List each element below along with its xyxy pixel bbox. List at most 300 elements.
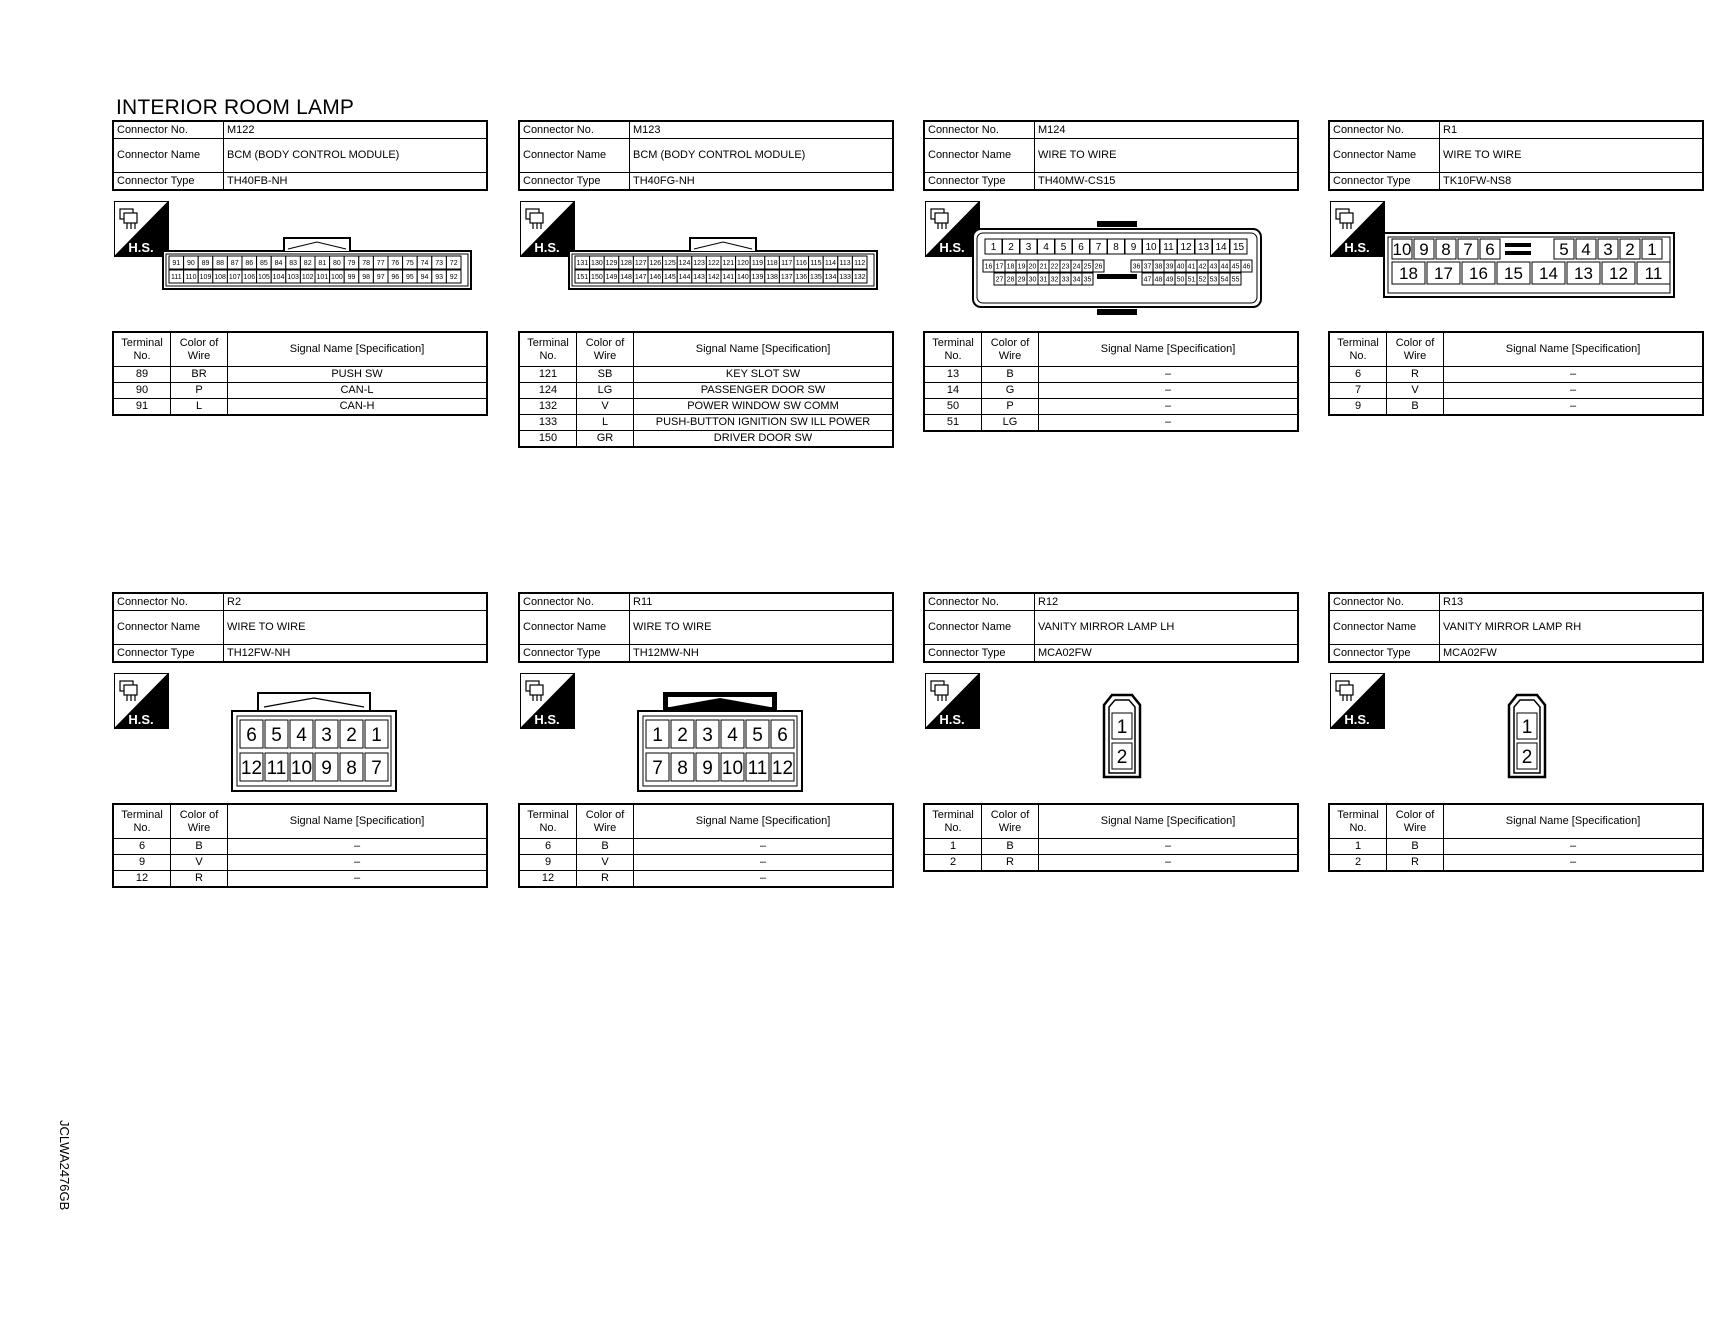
- connector-type-value: TH12FW-NH: [227, 647, 291, 659]
- connector-info: [518, 120, 894, 191]
- terminal-row: [519, 431, 893, 448]
- terminal-no-cell: 133: [519, 415, 577, 431]
- pin-number: 24: [1072, 263, 1081, 271]
- pin-number: 17: [995, 263, 1004, 271]
- connector-type-value: TH40FG-NH: [633, 175, 695, 187]
- hs-label: H.S.: [939, 240, 965, 255]
- pin-number: 47: [1143, 276, 1152, 284]
- pin-number: 11: [266, 757, 287, 779]
- terminal-row: [1329, 839, 1703, 855]
- connector-diagram: [518, 191, 894, 331]
- terminal-no-cell: 51: [924, 415, 982, 432]
- pin-number: 145: [664, 274, 676, 282]
- connector-name-value: WIRE TO WIRE: [1443, 149, 1522, 161]
- connector-block-r2: [112, 592, 488, 888]
- pin-number: 6: [1485, 240, 1495, 260]
- pin-number: 13: [1574, 264, 1593, 284]
- terminal-row: [113, 839, 487, 855]
- connector-no-label: Connector No.: [1330, 594, 1440, 610]
- connector-no-value: R13: [1443, 596, 1464, 608]
- pin-number: 95: [406, 274, 414, 282]
- pin-number: 20: [1028, 263, 1037, 271]
- pin-number: 11: [1163, 242, 1174, 254]
- pin-number: 138: [766, 274, 778, 282]
- signal-name-cell: –: [1444, 839, 1704, 855]
- pin-number: 22: [1050, 263, 1059, 271]
- pin-number: 44: [1220, 263, 1229, 271]
- connector-face: [636, 689, 836, 799]
- pin-number: 134: [824, 274, 837, 282]
- pin-number: 127: [634, 260, 647, 268]
- terminal-no-cell: 9: [113, 855, 171, 871]
- connector-no-value: R11: [633, 596, 653, 608]
- signal-name-cell: –: [1039, 383, 1299, 399]
- pin-number: 2: [1116, 746, 1128, 768]
- pin-number: 18: [1399, 264, 1418, 284]
- pin-number: 102: [301, 274, 314, 282]
- pin-number: 3: [702, 724, 713, 746]
- pin-number: 108: [214, 274, 226, 282]
- pin-number: 110: [185, 274, 197, 282]
- connector-face: [568, 233, 888, 333]
- pin-number: 89: [201, 260, 210, 268]
- terminal-row: [519, 855, 893, 871]
- terminal-no-cell: 89: [113, 367, 171, 383]
- pin-number: 92: [449, 274, 458, 282]
- connector-type-label: Connector Type: [114, 645, 224, 661]
- signal-name-cell: –: [634, 871, 894, 888]
- pin-number: 130: [591, 260, 603, 268]
- harness-side-icon: [1330, 673, 1385, 729]
- connector-info: [1328, 592, 1704, 663]
- connector-name-label: Connector Name: [520, 139, 630, 172]
- pin-number: 117: [781, 260, 793, 268]
- terminal-no-header: Terminal No.: [924, 804, 982, 839]
- pin-number: 8: [1113, 242, 1119, 254]
- pin-number: 93: [435, 274, 443, 282]
- pin-number: 1: [1521, 716, 1533, 738]
- pin-number: 2: [1625, 240, 1635, 260]
- connector-name-label: Connector Name: [114, 139, 224, 172]
- pin-number: 2: [677, 724, 688, 746]
- pin-number: 9: [1419, 240, 1429, 260]
- color-header: Color of Wire: [171, 804, 228, 839]
- signal-name-cell: –: [228, 871, 488, 888]
- connector-type-label: Connector Type: [1330, 645, 1440, 661]
- wire-color-cell: V: [171, 855, 228, 871]
- pin-number: 128: [620, 260, 632, 268]
- terminal-row: [519, 367, 893, 383]
- terminal-no-cell: 9: [1329, 399, 1387, 416]
- pin-number: 94: [420, 274, 429, 282]
- wire-color-cell: B: [577, 839, 634, 855]
- pin-number: 120: [737, 260, 749, 268]
- pin-number: 146: [649, 274, 662, 282]
- pin-number: 122: [707, 260, 720, 268]
- pin-number: 36: [1132, 263, 1141, 271]
- terminal-table: [923, 803, 1299, 872]
- wire-color-cell: B: [982, 367, 1039, 383]
- pin-number: 109: [199, 274, 212, 282]
- terminal-table: [1328, 803, 1704, 872]
- pin-number: 31: [1039, 276, 1048, 284]
- signal-name-cell: –: [228, 855, 488, 871]
- terminal-no-header: Terminal No.: [519, 804, 577, 839]
- terminal-row: [924, 383, 1298, 399]
- connector-name-value: VANITY MIRROR LAMP RH: [1443, 621, 1582, 633]
- pin-number: 7: [371, 757, 382, 779]
- pin-number: 79: [347, 260, 356, 268]
- pin-number: 11: [1644, 264, 1663, 284]
- wire-color-cell: GR: [577, 431, 634, 448]
- connector-type-value: TH12MW-NH: [633, 647, 699, 659]
- terminal-row: [924, 855, 1298, 872]
- pin-number: 10: [1392, 240, 1412, 260]
- pin-number: 10: [1145, 242, 1157, 254]
- signal-name-cell: PUSH SW: [228, 367, 488, 383]
- pin-number: 142: [707, 274, 720, 282]
- harness-side-icon: [520, 201, 575, 257]
- signal-name-cell: –: [634, 839, 894, 855]
- wire-color-cell: B: [1387, 399, 1444, 416]
- connector-no-value: R2: [227, 596, 242, 608]
- pin-number: 80: [333, 260, 341, 268]
- pin-number: 133: [839, 274, 851, 282]
- pin-number: 16: [984, 263, 993, 271]
- pin-number: 141: [722, 274, 735, 282]
- pin-number: 73: [435, 260, 443, 268]
- pin-number: 119: [751, 260, 764, 268]
- pin-number: 4: [1581, 240, 1591, 260]
- pin-number: 4: [296, 724, 307, 746]
- pin-number: 97: [376, 274, 385, 282]
- pin-number: 12: [240, 757, 263, 779]
- terminal-row: [519, 871, 893, 888]
- pin-number: 125: [664, 260, 676, 268]
- pin-number: 53: [1209, 276, 1218, 284]
- pin-number: 45: [1231, 263, 1240, 271]
- terminal-no-header: Terminal No.: [113, 332, 171, 367]
- pin-number: 101: [316, 274, 329, 282]
- pin-number: 135: [810, 274, 822, 282]
- pin-number: 49: [1165, 276, 1174, 284]
- connector-latch: [690, 238, 756, 251]
- signal-name-cell: –: [1039, 855, 1299, 872]
- wire-color-cell: LG: [982, 415, 1039, 432]
- pin-number: 126: [649, 260, 662, 268]
- pin-number: 11: [747, 757, 768, 779]
- connector-no-value: M123: [633, 124, 661, 136]
- connector-info: [1328, 120, 1704, 191]
- signal-name-cell: –: [1444, 383, 1704, 399]
- terminal-row: [1329, 383, 1703, 399]
- pin-number: 123: [693, 260, 705, 268]
- pin-number: 3: [1603, 240, 1613, 260]
- connector-key: [1097, 221, 1137, 227]
- pin-number: 106: [243, 274, 256, 282]
- pin-number: 48: [1154, 276, 1163, 284]
- terminal-row: [1329, 855, 1703, 872]
- pin-number: 30: [1028, 276, 1037, 284]
- pin-number: 143: [693, 274, 705, 282]
- pin-number: 72: [449, 260, 458, 268]
- pin-number: 86: [245, 260, 254, 268]
- terminal-table: [1328, 331, 1704, 416]
- terminal-row: [924, 415, 1298, 432]
- pin-number: 150: [591, 274, 603, 282]
- connector-type-label: Connector Type: [1330, 173, 1440, 189]
- wire-color-cell: L: [171, 399, 228, 416]
- pin-number: 88: [216, 260, 224, 268]
- pin-number: 105: [258, 274, 270, 282]
- connector-no-label: Connector No.: [520, 594, 630, 610]
- pin-number: 131: [576, 260, 589, 268]
- connector-face: [1098, 691, 1158, 791]
- color-header: Color of Wire: [577, 804, 634, 839]
- pin-number: 8: [1441, 240, 1451, 260]
- pin-number: 9: [321, 757, 332, 779]
- connector-name-label: Connector Name: [925, 611, 1035, 644]
- wire-color-cell: B: [1387, 839, 1444, 855]
- signal-name-cell: POWER WINDOW SW COMM: [634, 399, 894, 415]
- terminal-no-header: Terminal No.: [113, 804, 171, 839]
- pin-number: 18: [1006, 263, 1015, 271]
- wire-color-cell: V: [577, 399, 634, 415]
- harness-side-icon: [114, 673, 169, 729]
- connector-type-label: Connector Type: [925, 173, 1035, 189]
- pin-number: 27: [995, 276, 1004, 284]
- connector-no-label: Connector No.: [520, 122, 630, 138]
- pin-number: 16: [1469, 264, 1488, 284]
- terminal-row: [519, 839, 893, 855]
- connector-type-value: TH40FB-NH: [227, 175, 288, 187]
- terminal-table: [112, 331, 488, 416]
- pin-number: 75: [406, 260, 414, 268]
- connector-name-label: Connector Name: [1330, 611, 1440, 644]
- pin-number: 83: [289, 260, 297, 268]
- connector-name-label: Connector Name: [520, 611, 630, 644]
- terminal-row: [924, 367, 1298, 383]
- connector-type-label: Connector Type: [520, 645, 630, 661]
- connector-key: [1097, 274, 1137, 279]
- connector-block-m123: [518, 120, 894, 448]
- wire-color-cell: B: [982, 839, 1039, 855]
- pin-number: 38: [1154, 263, 1163, 271]
- pin-number: 21: [1039, 263, 1048, 271]
- signal-name-cell: –: [1444, 399, 1704, 416]
- terminal-no-cell: 90: [113, 383, 171, 399]
- pin-number: 46: [1242, 263, 1251, 271]
- pin-number: 43: [1209, 263, 1218, 271]
- wire-color-cell: SB: [577, 367, 634, 383]
- pin-number: 114: [824, 260, 837, 268]
- signal-name-cell: PASSENGER DOOR SW: [634, 383, 894, 399]
- signal-header: Signal Name [Specification]: [228, 332, 488, 367]
- connector-no-value: R1: [1443, 124, 1458, 136]
- terminal-no-header: Terminal No.: [519, 332, 577, 367]
- signal-name-cell: –: [1039, 399, 1299, 415]
- page-title: INTERIOR ROOM LAMP: [116, 96, 355, 119]
- pin-number: 5: [1559, 240, 1569, 260]
- pin-number: 7: [652, 757, 663, 779]
- pin-number: 54: [1220, 276, 1229, 284]
- connector-no-label: Connector No.: [925, 594, 1035, 610]
- pin-number: 19: [1017, 263, 1026, 271]
- connector-face: [1503, 691, 1563, 791]
- hs-label: H.S.: [534, 712, 560, 727]
- signal-header: Signal Name [Specification]: [228, 804, 488, 839]
- color-header: Color of Wire: [982, 804, 1039, 839]
- terminal-row: [519, 383, 893, 399]
- color-header: Color of Wire: [1387, 332, 1444, 367]
- connector-name-label: Connector Name: [1330, 139, 1440, 172]
- pin-number: 14: [1215, 242, 1227, 254]
- signal-name-cell: DRIVER DOOR SW: [634, 431, 894, 448]
- terminal-no-cell: 13: [924, 367, 982, 383]
- pin-number: 121: [722, 260, 735, 268]
- connector-name-value: WIRE TO WIRE: [633, 621, 712, 633]
- pin-number: 1: [652, 724, 663, 746]
- signal-name-cell: –: [1444, 855, 1704, 872]
- pin-number: 87: [230, 260, 239, 268]
- connector-name-value: WIRE TO WIRE: [1038, 149, 1117, 161]
- connector-block-r12: [923, 592, 1299, 872]
- signal-name-cell: –: [228, 839, 488, 855]
- pin-number: 12: [1609, 264, 1628, 284]
- pin-number: 10: [290, 757, 313, 779]
- pin-number: 12: [771, 757, 794, 779]
- pin-number: 9: [1130, 242, 1137, 254]
- connector-block-r1: [1328, 120, 1704, 416]
- connector-info: [112, 592, 488, 663]
- connector-no-value: R12: [1038, 596, 1059, 608]
- connector-diagram: [1328, 191, 1704, 331]
- color-header: Color of Wire: [577, 332, 634, 367]
- terminal-no-cell: 91: [113, 399, 171, 416]
- pin-number: 137: [780, 274, 793, 282]
- connector-no-label: Connector No.: [925, 122, 1035, 138]
- pin-number: 51: [1187, 276, 1196, 284]
- hs-label: H.S.: [1344, 712, 1370, 727]
- pin-number: 32: [1050, 276, 1059, 284]
- pin-number: 4: [727, 724, 738, 746]
- harness-side-icon: [114, 201, 169, 257]
- connector-type-label: Connector Type: [114, 173, 224, 189]
- pin-number: 78: [362, 260, 370, 268]
- connector-block-r11: [518, 592, 894, 888]
- connector-no-label: Connector No.: [114, 122, 224, 138]
- connector-type-value: MCA02FW: [1443, 647, 1497, 659]
- pin-number: 26: [1094, 263, 1103, 271]
- terminal-no-cell: 7: [1329, 383, 1387, 399]
- pin-number: 3: [321, 724, 332, 746]
- wire-color-cell: R: [171, 871, 228, 888]
- pin-number: 82: [303, 260, 312, 268]
- pin-number: 136: [795, 274, 808, 282]
- hs-label: H.S.: [1344, 240, 1370, 255]
- pin-number: 124: [678, 260, 691, 268]
- terminal-no-cell: 12: [113, 871, 171, 888]
- pin-number: 33: [1061, 276, 1070, 284]
- pin-number: 113: [839, 260, 851, 268]
- pin-number: 85: [260, 260, 268, 268]
- pin-number: 116: [795, 260, 807, 268]
- pin-number: 96: [391, 274, 400, 282]
- pin-number: 84: [274, 260, 283, 268]
- terminal-row: [1329, 367, 1703, 383]
- wire-color-cell: P: [982, 399, 1039, 415]
- terminal-row: [1329, 399, 1703, 416]
- wire-color-cell: LG: [577, 383, 634, 399]
- pin-number: 74: [420, 260, 429, 268]
- pin-number: 111: [170, 274, 182, 282]
- connector-info: [923, 120, 1299, 191]
- terminal-no-cell: 1: [1329, 839, 1387, 855]
- pin-number: 148: [620, 274, 632, 282]
- pin-number: 6: [1078, 242, 1084, 254]
- pin-number: 7: [1463, 240, 1473, 260]
- pin-number: 6: [246, 724, 257, 746]
- pin-number: 149: [605, 274, 618, 282]
- signal-header: Signal Name [Specification]: [1444, 332, 1704, 367]
- pin-number: 15: [1232, 242, 1245, 254]
- pin-number: 23: [1061, 263, 1070, 271]
- terminal-no-cell: 2: [924, 855, 982, 872]
- terminal-no-header: Terminal No.: [924, 332, 982, 367]
- pin-number: 132: [853, 274, 866, 282]
- wire-color-cell: R: [982, 855, 1039, 872]
- signal-name-cell: –: [1039, 839, 1299, 855]
- pin-number: 1: [1647, 240, 1657, 260]
- terminal-row: [924, 399, 1298, 415]
- signal-name-cell: –: [1039, 367, 1299, 383]
- wire-color-cell: B: [171, 839, 228, 855]
- signal-name-cell: CAN-L: [228, 383, 488, 399]
- pin-number: 91: [172, 260, 181, 268]
- signal-name-cell: –: [634, 855, 894, 871]
- terminal-no-cell: 1: [924, 839, 982, 855]
- signal-name-cell: CAN-H: [228, 399, 488, 416]
- pin-number: 39: [1165, 263, 1174, 271]
- pin-number: 81: [318, 260, 327, 268]
- connector-no-value: M122: [227, 124, 255, 136]
- color-header: Color of Wire: [1387, 804, 1444, 839]
- pin-number: 40: [1176, 263, 1185, 271]
- pin-number: 139: [751, 274, 764, 282]
- pin-number: 12: [1180, 242, 1192, 254]
- pin-number: 2: [1521, 746, 1533, 768]
- pin-number: 115: [810, 260, 822, 268]
- pin-number: 5: [1060, 242, 1067, 254]
- signal-header: Signal Name [Specification]: [1444, 804, 1704, 839]
- signal-name-cell: –: [1039, 415, 1299, 432]
- pin-number: 17: [1434, 264, 1453, 284]
- pin-number: 1: [990, 242, 997, 254]
- terminal-no-cell: 132: [519, 399, 577, 415]
- connector-type-label: Connector Type: [925, 645, 1035, 661]
- pin-number: 9: [702, 757, 713, 779]
- pin-number: 2: [1008, 242, 1014, 254]
- connector-latch: [284, 238, 350, 251]
- terminal-no-cell: 50: [924, 399, 982, 415]
- pin-number: 15: [1504, 264, 1523, 284]
- connector-key: [1505, 243, 1531, 247]
- terminal-table: [518, 331, 894, 448]
- terminal-no-header: Terminal No.: [1329, 804, 1387, 839]
- wire-color-cell: BR: [171, 367, 228, 383]
- terminal-no-cell: 2: [1329, 855, 1387, 872]
- connector-name-value: BCM (BODY CONTROL MODULE): [227, 149, 400, 161]
